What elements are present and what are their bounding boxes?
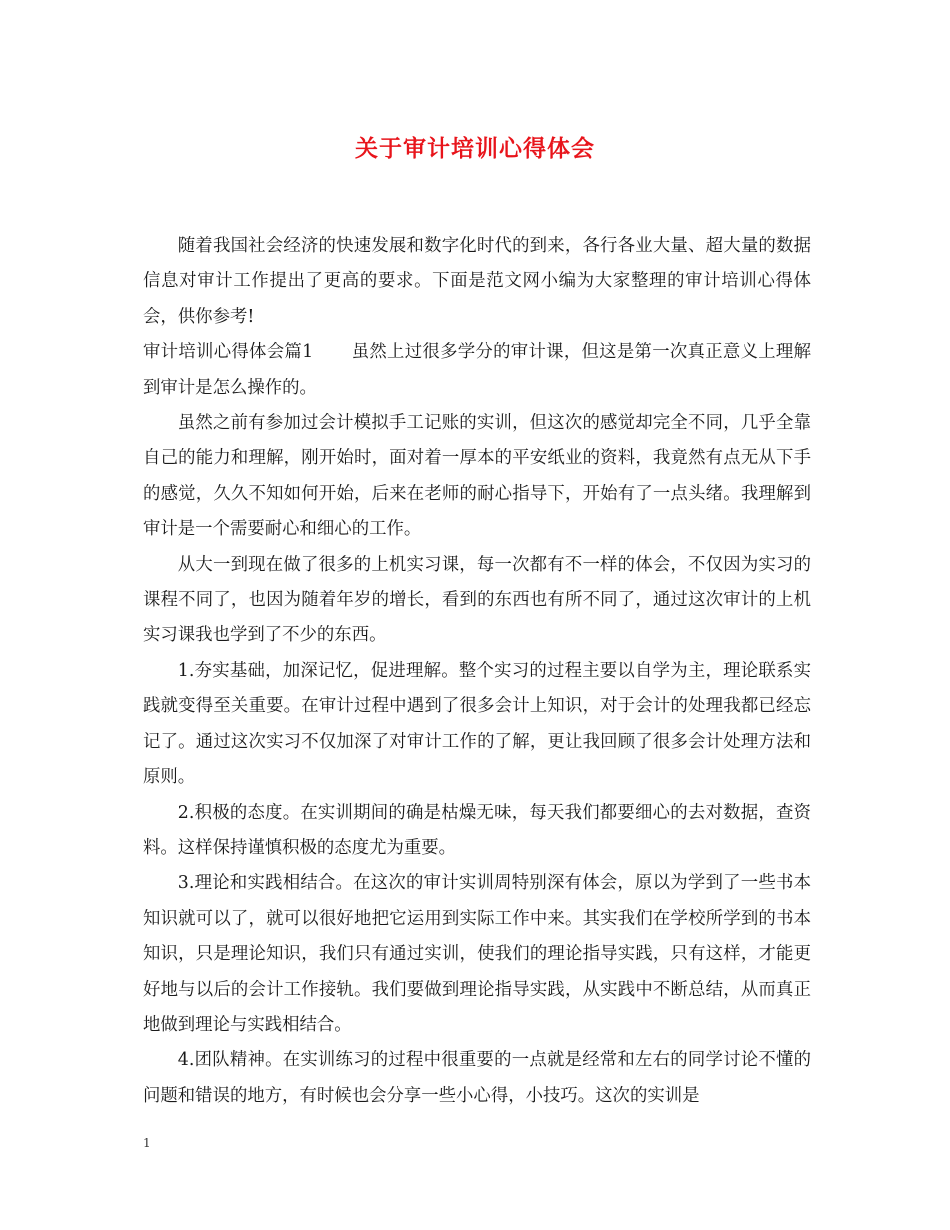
body-paragraph: 3.理论和实践相结合。在这次的审计实训周特别深有体会，原以为学到了一些书本知识就可以了，就可以很好地把它运用到实际工作中来。其实我们在学校所学到的书本知识，只是理论知识，我们只有通过实训，使我们的理论指导实践，只有这样，才能更好地与以后的会计工作接轨。我们要做到理论指导实践，从实践中不断总结，从而真正地做到理论与实践相结合。 [143, 873, 811, 1035]
page-number: 1 [143, 1136, 151, 1150]
body-paragraph: 2.积极的态度。在实训期间的确是枯燥无味，每天我们都要细心的去对数据，查资料。这样保持谨慎积极的态度尤为重要。 [143, 802, 811, 858]
document-body [143, 229, 811, 1114]
section-heading: 审计培训心得体会篇1 [143, 342, 314, 363]
section-first-sentence: 虽然上过很多学分的审计课，但这是第一次真正意义上理解到审计是怎么操作的。 [143, 342, 811, 398]
body-paragraph: 从大一到现在做了很多的上机实习课，每一次都有不一样的体会，不仅因为实习的课程不同了，也因为随着年岁的增长，看到的东西也有所不同了，通过这次审计的上机实习课我也学到了不少的东西。 [143, 554, 811, 646]
section-paragraph [143, 335, 811, 406]
document-title: 关于审计培训心得体会 [355, 135, 595, 162]
body-paragraph: 1.夯实基础，加深记忆，促进理解。整个实习的过程主要以自学为主，理论联系实践就变得至关重要。在审计过程中遇到了很多会计上知识，对于会计的处理我都已经忘记了。通过这次实习不仅加深了对审计工作的了解，更让我回顾了很多会计处理方法和原则。 [143, 660, 811, 788]
body-paragraph: 4.团队精神。在实训练习的过程中很重要的一点就是经常和左右的同学讨论不懂的问题和错误的地方，有时候也会分享一些小心得，小技巧。这次的实训是 [143, 1050, 811, 1106]
intro-paragraph: 随着我国社会经济的快速发展和数字化时代的到来，各行各业大量、超大量的数据信息对审计工作提出了更高的要求。下面是范文网小编为大家整理的审计培训心得体会，供你参考! [143, 236, 811, 327]
body-paragraph: 虽然之前有参加过会计模拟手工记账的实训，但这次的感觉却完全不同，几乎全靠自己的能力和理解，刚开始时，面对着一厚本的平安纸业的资料，我竟然有点无从下手的感觉，久久不知如何开始，后来在老师的耐心指导下，开始有了一点头绪。我理解到审计是一个需要耐心和细心的工作。 [143, 413, 811, 540]
